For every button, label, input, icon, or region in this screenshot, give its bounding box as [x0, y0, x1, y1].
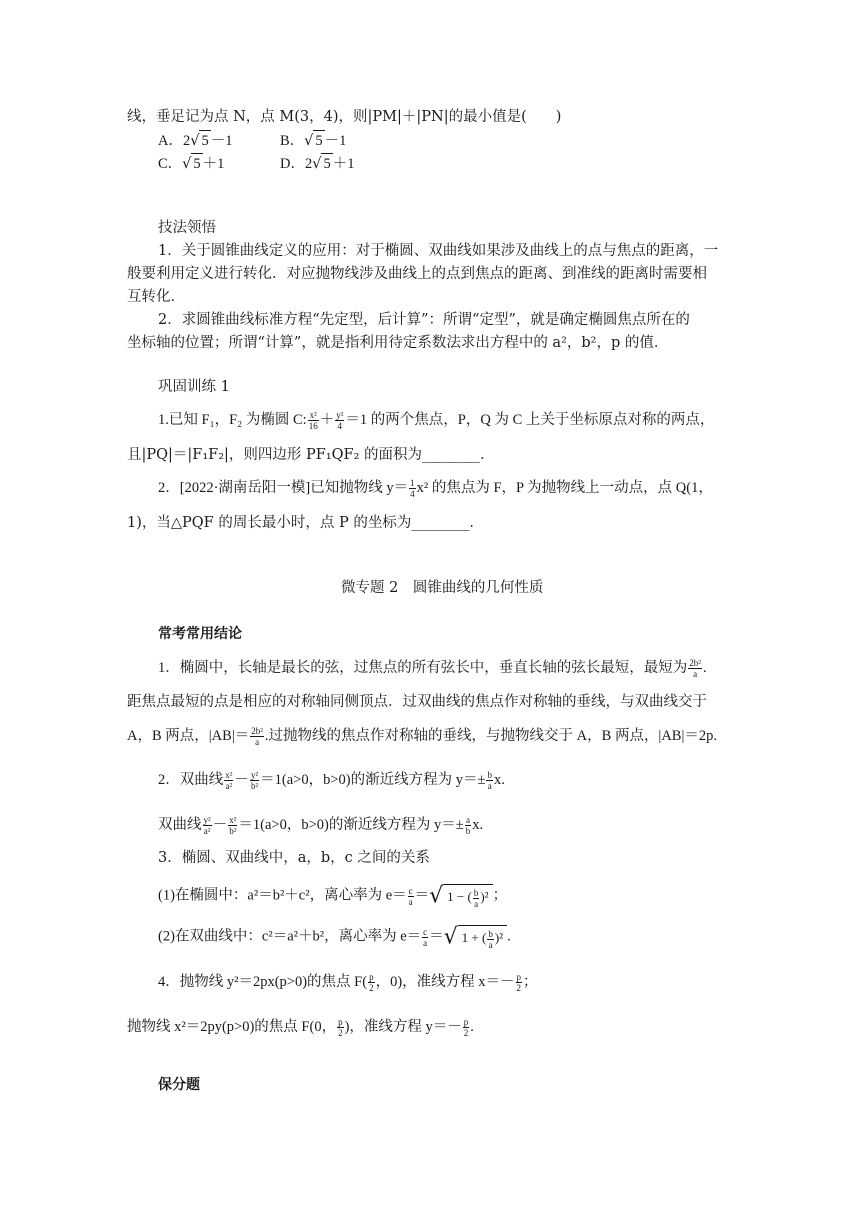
question-stem-line — [127, 107, 561, 127]
conclusion-4-line1: 4．抛物线 y²＝2px(p>0)的焦点 F( $\frac{p}{2}$ ，0)，准线方程 x＝－ $\frac{p}{2}$ ； — [158, 972, 538, 994]
section-title: 微专题 2 圆锥曲线的几何性质 — [341, 580, 544, 596]
option-c: C．√ 5 ＋1 — [158, 153, 224, 174]
practice-q1-line2: 且|PQ|＝|F₁F₂|，则四边形 PF₁QF₂ 的面积为________． — [127, 447, 495, 463]
option-b: B．√ 5 －1 — [280, 130, 346, 151]
option-a: A．2√ 5 －1 — [158, 130, 232, 151]
tips-paragraph-line: 般要利用定义进行转化．对应抛物线涉及曲线上的点到焦点的距离、到准线的距离时需要相 — [127, 266, 707, 282]
tips-title: 技法领悟 — [158, 220, 216, 236]
practice-title: 巩固训练 1 — [158, 379, 230, 395]
practice-q1-line1: 1.已知 F₁，F₂ 为椭圆 C: $\frac{\text{x²}}{16}$ ＋ $\frac{\text{y²}}{4}$ ＝1 的两个焦点，P，Q 为 C 上关于坐标原点对称的两点， — [158, 410, 715, 432]
bottom-section-title: 保分题 — [158, 1077, 200, 1093]
conclusion-1-line3: A，B 两点，|AB|＝ $\frac{\text{2b²}}{a}$ .过抛物线的焦点作对称轴的垂线，与抛物线交于 A，B 两点，|AB|＝2p. — [127, 726, 718, 748]
tips-paragraph-line: 1．关于圆锥曲线定义的应用：对于椭圆、双曲线如果涉及曲线上的点与焦点的距离，一 — [158, 243, 719, 259]
tips-paragraph-line: 2．求圆锥曲线标准方程“先定型，后计算”：所谓“定型”，就是确定椭圆焦点所在的 — [158, 312, 690, 328]
conclusion-3-ellipse: (1)在椭圆中：a²＝b²＋c²，离心率为 e＝ $\frac{c}{a}$ ＝√ 1 − ( $\frac{b}{a}$ )² ； — [158, 883, 508, 909]
conclusion-3-hyperbola: (2)在双曲线中：c²＝a²＋b²，离心率为 e＝ $\frac{c}{a}$ ＝√ 1 + ( $\frac{b}{a}$ )² . — [158, 924, 511, 950]
conclusion-2-line2: 双曲线 $\frac{\text{y²}}{\text{a²}}$ － $\frac{\text{x²}}{\text{b²}}$ ＝1(a>0，b>0)的渐近线方程为 y＝± $\frac{a}{b}$ x. — [158, 815, 484, 837]
tips-paragraph-line: 互转化． — [127, 289, 185, 305]
conclusion-3-title: 3．椭圆、双曲线中，a，b，c 之间的关系 — [158, 850, 430, 866]
conclusion-2-line1: 2．双曲线 $\frac{\text{x²}}{\text{a²}}$ － $\frac{\text{y²}}{\text{b²}}$ ＝1(a>0，b>0)的渐近线方程为 y＝± $\frac{b}{a}$ x. — [158, 770, 505, 792]
conclusions-title: 常考常用结论 — [158, 626, 242, 642]
conclusion-1-line2: 距焦点最短的点是相应的对称轴同侧顶点．过双曲线的焦点作对称轴的垂线，与双曲线交于 — [127, 694, 707, 710]
question-stem-text: 线，垂足记为点 N，点 M(3，4)，则|PM|＋|PN|的最小值是( ) — [127, 109, 562, 125]
conclusion-4-line2: 抛物线 x²＝2py(p>0)的焦点 F(0， $\frac{p}{2}$ )，准线方程 y＝－ $\frac{p}{2}$ . — [127, 1017, 474, 1039]
conclusion-1-line1: 1．椭圆中，长轴是最长的弦，过焦点的所有弦长中，垂直长轴的弦长最短，最短为 $\frac{\text{2b²}}{a}$ . — [158, 658, 707, 680]
tips-paragraph-line: 坐标轴的位置；所谓“计算”，就是指利用待定系数法求出方程中的 a²，b²，p 的值． — [127, 335, 669, 351]
practice-q2-line2: 1)，当△PQF 的周长最小时，点 P 的坐标为________． — [127, 515, 484, 531]
option-d: D．2√ 5 ＋1 — [280, 153, 354, 174]
practice-q2-line1: 2．[2022·湖南岳阳一模]已知抛物线 y＝ $\frac{1}{4}$ x² 的焦点为 F，P 为抛物线上一动点，点 Q(1， — [158, 478, 713, 500]
